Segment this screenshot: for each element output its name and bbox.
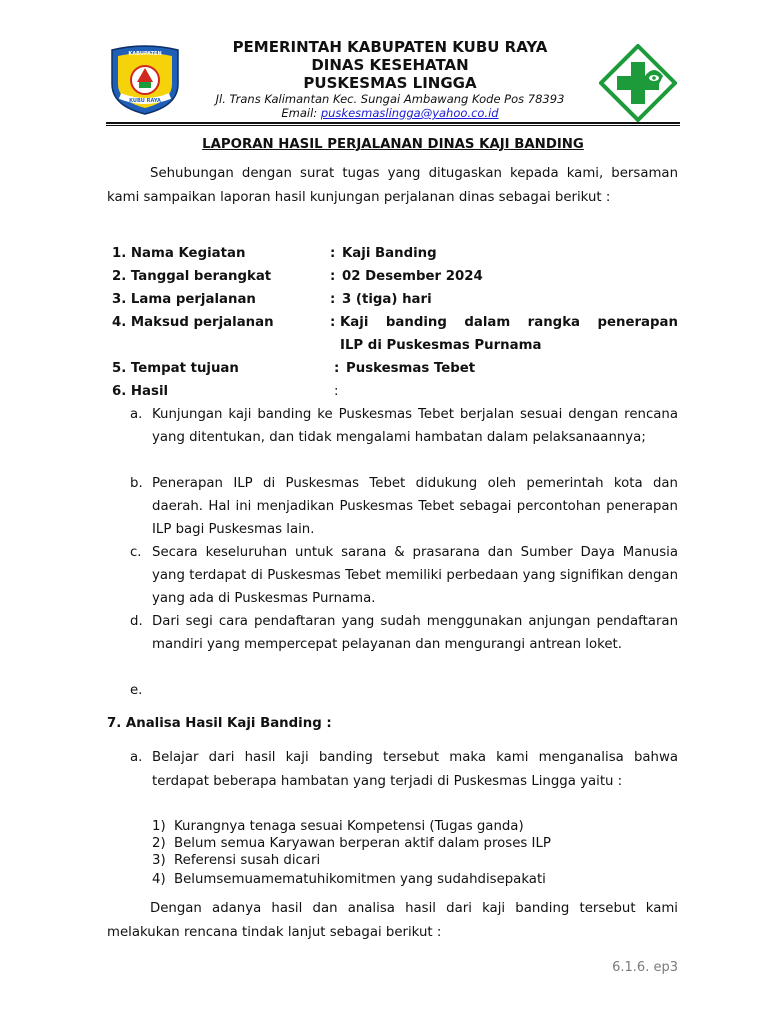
letterhead-address: Jl. Trans Kalimantan Kec. Sungai Ambawang Kode Pos 78393 bbox=[215, 92, 565, 106]
analysis-heading-text: 7. Analisa Hasil Kaji Banding : bbox=[107, 716, 332, 731]
item-label: 5. Tempat tujuan bbox=[112, 361, 239, 376]
result-item-e bbox=[130, 679, 678, 702]
item-label: 4. Maksud perjalanan bbox=[112, 315, 274, 330]
obstacle-item-4 bbox=[152, 871, 546, 888]
obstacle-text: Referensi susah dicari bbox=[174, 853, 321, 868]
document-code: 6.1.6. ep3 bbox=[612, 960, 678, 975]
result-item-d bbox=[130, 610, 678, 680]
item-value: Kaji banding dalam rangka penerapan bbox=[340, 315, 678, 330]
obstacle-text: Belum semua Karyawan berperan aktif dalam proses ILP bbox=[174, 836, 551, 851]
item-separator: : bbox=[330, 269, 336, 284]
letterhead-rule-thin bbox=[106, 125, 680, 126]
item-separator: : bbox=[330, 292, 336, 307]
result-item-c bbox=[130, 541, 678, 611]
result-text: Dari segi cara pendaftaran yang sudah menggunakan anjungan pendaftaran mandiri yang mempercepat pelayanan dan mengurangi antrean loket. bbox=[152, 614, 678, 653]
obstacle-text: Belumsemuamematuhikomitmen yang sudahdisepakati bbox=[174, 872, 546, 887]
puskesmas-cross-icon bbox=[599, 44, 677, 122]
result-marker: e. bbox=[130, 683, 143, 698]
report-title: LAPORAN HASIL PERJALANAN DINAS KAJI BANDING bbox=[202, 137, 584, 152]
item-label: 6. Hasil bbox=[112, 384, 169, 399]
result-marker: d. bbox=[130, 614, 143, 629]
result-marker: c. bbox=[130, 545, 142, 560]
kubu-raya-emblem-icon bbox=[106, 44, 184, 116]
obstacle-text: Kurangnya tenaga sesuai Kompetensi (Tugas ganda) bbox=[174, 819, 524, 834]
result-marker: a. bbox=[130, 407, 143, 422]
email-label: Email: bbox=[281, 106, 321, 120]
item-value: 02 Desember 2024 bbox=[342, 269, 483, 284]
result-text: Kunjungan kaji banding ke Puskesmas Tebet berjalan sesuai dengan rencana yang ditentukan, dan tidak mengalami hambatan dalam pelaksanaannya; bbox=[152, 407, 678, 446]
obstacle-item-1 bbox=[152, 818, 524, 835]
item-separator: : bbox=[330, 315, 336, 330]
email-link[interactable]: puskesmaslingga@yahoo.co.id bbox=[320, 106, 499, 120]
result-item-b bbox=[130, 472, 678, 542]
analysis-item-a bbox=[130, 746, 678, 818]
item-value: Kaji Banding bbox=[342, 246, 437, 261]
obstacle-item-3 bbox=[152, 852, 320, 869]
letterhead-department: DINAS KESEHATAN bbox=[311, 56, 469, 74]
item-separator: : bbox=[330, 246, 336, 261]
analysis-marker: a. bbox=[130, 750, 143, 765]
obstacle-marker: 1) bbox=[152, 819, 166, 834]
letterhead-government: PEMERINTAH KABUPATEN KUBU RAYA bbox=[232, 38, 548, 56]
item-separator: : bbox=[334, 384, 339, 399]
obstacle-marker: 3) bbox=[152, 853, 166, 868]
obstacle-item-2 bbox=[152, 835, 551, 852]
obstacle-marker: 2) bbox=[152, 836, 166, 851]
letterhead-rule bbox=[106, 122, 680, 124]
result-marker: b. bbox=[130, 476, 143, 491]
analysis-text: Belajar dari hasil kaji banding tersebut maka kami menganalisa bahwa terdapat beberapa hambatan yang terjadi di Puskesmas Lingga yaitu : bbox=[152, 750, 678, 789]
result-text: Penerapan ILP di Puskesmas Tebet didukung oleh pemerintah kota dan daerah. Hal ini menjadikan Puskesmas Tebet sebagai percontohan penerapan ILP bagi Puskesmas lain. bbox=[152, 476, 678, 538]
left-logo-text-top: KABUPATEN bbox=[128, 51, 162, 57]
item-label: 3. Lama perjalanan bbox=[112, 292, 256, 307]
item-separator: : bbox=[334, 361, 340, 376]
item-label: 2. Tanggal berangkat bbox=[112, 269, 272, 284]
closing-paragraph: Dengan adanya hasil dan analisa hasil dari kaji banding tersebut kami melakukan rencana tindak lanjut sebagai berikut : bbox=[107, 901, 678, 940]
intro-paragraph: Sehubungan dengan surat tugas yang ditugaskan kepada kami, bersaman kami sampaikan laporan hasil kunjungan perjalanan dinas sebagai berikut : bbox=[107, 166, 678, 205]
result-text: Secara keseluruhan untuk sarana & prasarana dan Sumber Daya Manusia yang terdapat di Puskesmas Tebet memiliki perbedaan yang signifikan dengan yang ada di Puskesmas Purnama. bbox=[152, 545, 678, 607]
letterhead-email-line bbox=[190, 106, 590, 120]
item-value: 3 (tiga) hari bbox=[342, 292, 432, 307]
obstacle-marker: 4) bbox=[152, 872, 166, 887]
letterhead-institution: PUSKESMAS LINGGA bbox=[303, 74, 477, 92]
item-value-continued: ILP di Puskesmas Purnama bbox=[340, 338, 542, 353]
result-item-a bbox=[130, 403, 678, 473]
item-label: 1. Nama Kegiatan bbox=[112, 246, 246, 261]
item-value: Puskesmas Tebet bbox=[346, 361, 476, 376]
left-logo-text-bottom: KUBU RAYA bbox=[129, 98, 161, 104]
